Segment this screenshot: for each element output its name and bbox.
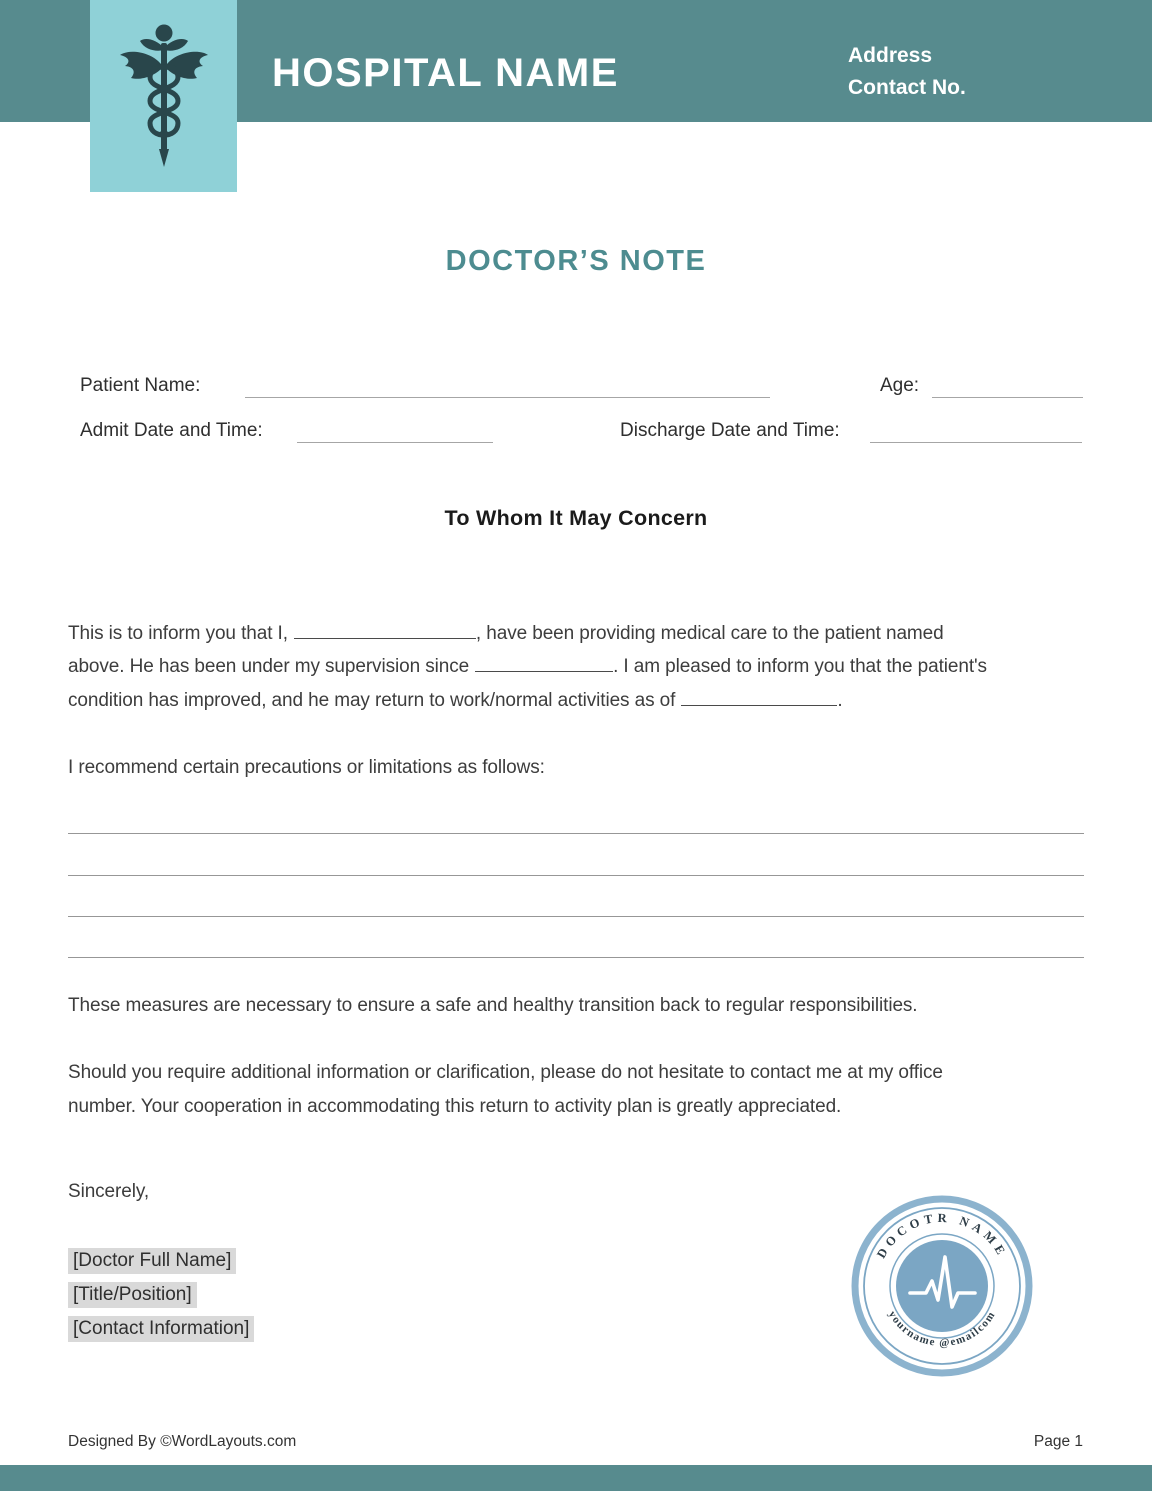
supervision-since-blank[interactable] (475, 655, 613, 672)
p1-l3-post: . (837, 690, 843, 712)
precautions-writing-line-4[interactable] (68, 957, 1084, 958)
footer-band (0, 1465, 1152, 1491)
paragraph-4-line-2: number. Your cooperation in accommodating this return to activity plan is greatly appreciated. (68, 1096, 842, 1117)
patient-name-field[interactable] (245, 397, 770, 398)
precautions-intro: I recommend certain precautions or limitations as follows: (68, 757, 545, 778)
admit-date-field[interactable] (297, 442, 493, 443)
discharge-date-label: Discharge Date and Time: (620, 420, 840, 441)
paragraph-4-line-1: Should you require additional information or clarification, please do not hesitate to contact me at my office (68, 1062, 943, 1083)
salutation-heading: To Whom It May Concern (444, 506, 708, 530)
title-position-placeholder[interactable]: [Title/Position] (68, 1282, 197, 1308)
precautions-writing-line-3[interactable] (68, 916, 1084, 917)
patient-name-label: Patient Name: (80, 375, 201, 396)
designer-credit: Designed By ©WordLayouts.com (68, 1433, 297, 1450)
age-field[interactable] (932, 397, 1083, 398)
hospital-contact-no: Contact No. (848, 76, 966, 99)
caduceus-icon (114, 21, 214, 171)
closing: Sincerely, (68, 1181, 150, 1202)
doctor-full-name-placeholder[interactable]: [Doctor Full Name] (68, 1248, 236, 1274)
stamp-top-text: DOCOTR NAME (874, 1210, 1010, 1261)
return-date-blank[interactable] (681, 689, 837, 706)
paragraph-1-line-1 (68, 622, 944, 645)
doctor-name-blank[interactable] (294, 622, 476, 639)
seal-stamp-icon (848, 1192, 1036, 1380)
paragraph-1-line-2 (68, 655, 987, 678)
precautions-writing-line-2[interactable] (68, 875, 1084, 876)
hospital-name: HOSPITAL NAME (272, 51, 619, 95)
page-number: Page 1 (1033, 1433, 1083, 1450)
age-label: Age: (880, 375, 920, 396)
p1-l3-pre: condition has improved, and he may return to work/normal activities as of (68, 690, 676, 712)
precautions-writing-line-1[interactable] (68, 833, 1084, 834)
discharge-date-field[interactable] (870, 442, 1082, 443)
p1-l1-post: , have been providing medical care to the patient named (475, 623, 944, 645)
header-contact-block (848, 40, 966, 104)
paragraph-3: These measures are necessary to ensure a safe and healthy transition back to regular responsibilities. (68, 995, 918, 1016)
p1-l2-pre: above. He has been under my supervision since (68, 656, 470, 678)
hospital-address: Address (848, 44, 933, 67)
stamp-bottom-text: yourname @emailcom (885, 1308, 999, 1350)
hospital-logo (90, 0, 237, 192)
admit-date-label: Admit Date and Time: (80, 420, 263, 441)
paragraph-1-line-3 (68, 689, 843, 712)
p1-l1-pre: This is to inform you that I, (68, 623, 288, 645)
doctor-seal-stamp (848, 1192, 1036, 1380)
page-title: DOCTOR’S NOTE (445, 245, 707, 277)
p1-l2-post: . I am pleased to inform you that the patient's (613, 656, 987, 678)
contact-information-placeholder[interactable]: [Contact Information] (68, 1316, 254, 1342)
